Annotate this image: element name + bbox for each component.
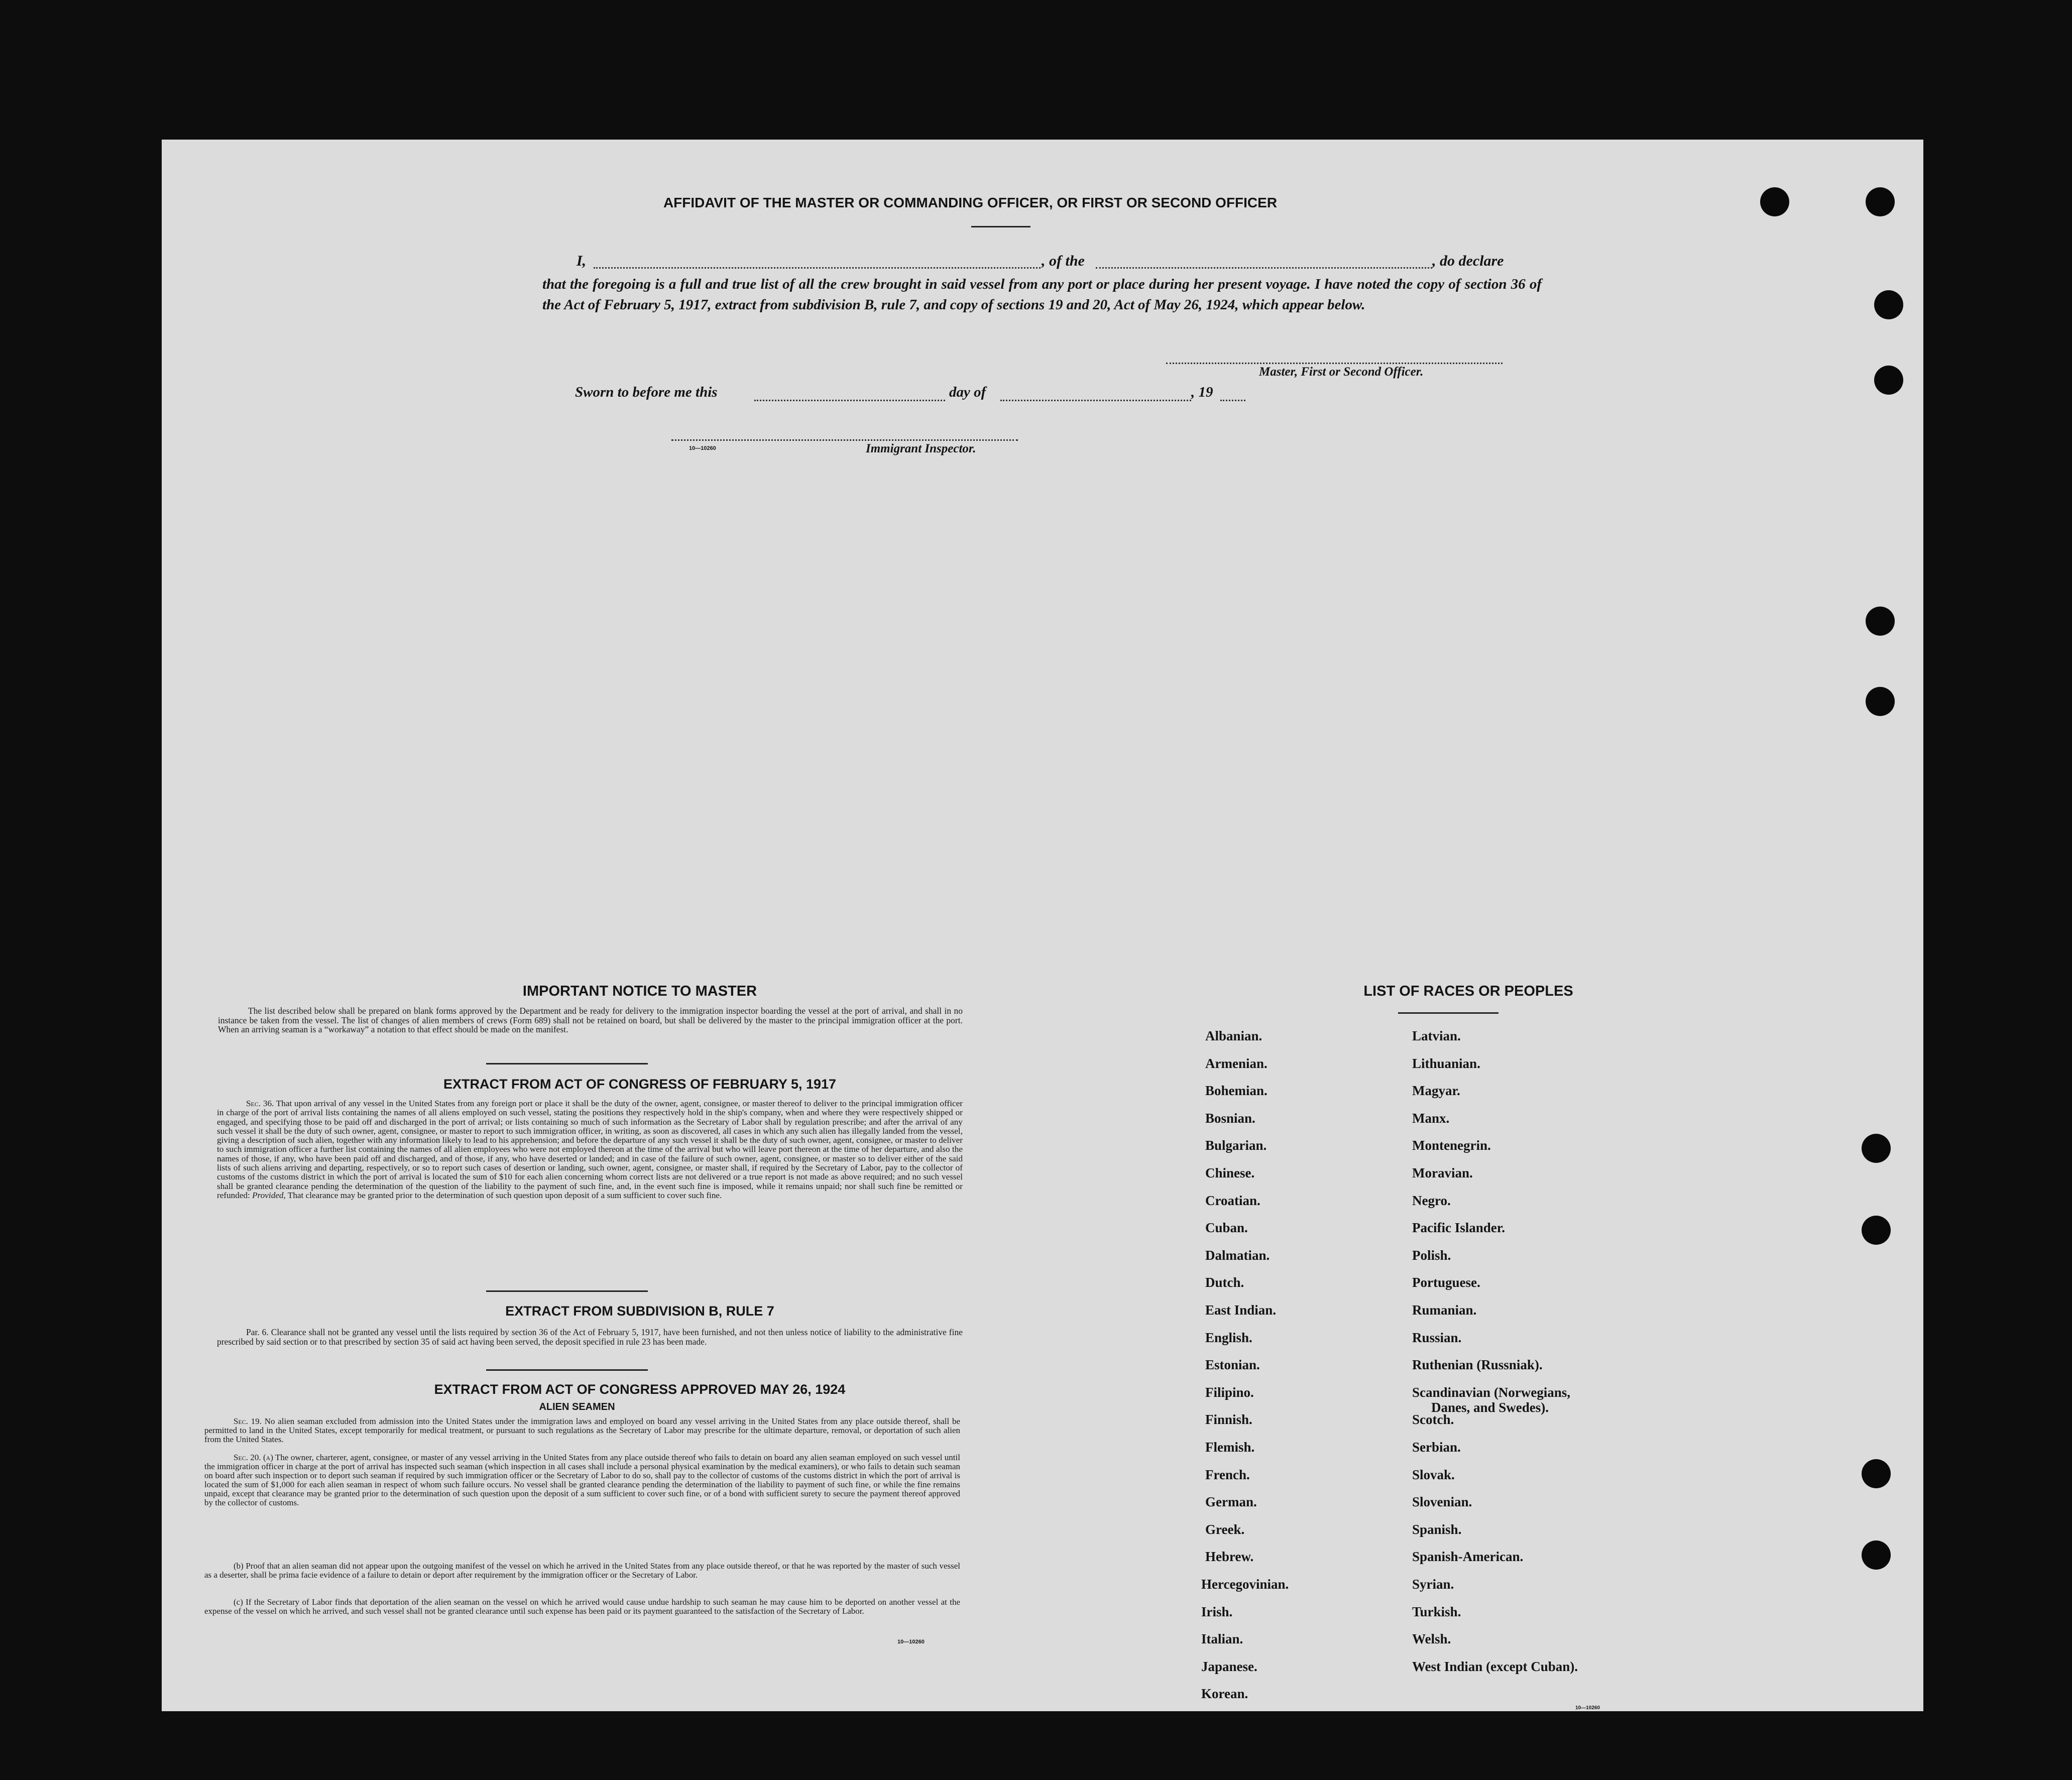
race-item: Flemish. <box>1205 1440 1255 1455</box>
form-number: 10—10260 <box>689 445 716 451</box>
affidavit-i-label: I, <box>577 253 587 269</box>
race-item: Moravian. <box>1412 1165 1473 1180</box>
notice-text: The list described below shall be prepared on blank forms approved by the Department and be ready for delivery to the immigration inspector boarding the vessel at the port of arrival, and shall in no instance be taken from the vessel. The list of changes of alien members of crews (Form 689) shall not be retained on board, but shall be delivered by the master to the principal immigration officer at the port. When an arriving seaman is a “workaway” a notation to that effect should be made on the manifest. <box>218 1006 963 1035</box>
race-item: Portuguese. <box>1412 1275 1480 1290</box>
race-item: Finnish. <box>1205 1412 1252 1428</box>
race-item: Welsh. <box>1412 1631 1451 1647</box>
punch-hole <box>1866 607 1895 636</box>
master-name-field[interactable] <box>594 267 1041 269</box>
divider <box>486 1063 648 1064</box>
race-item: Syrian. <box>1412 1577 1454 1592</box>
section-36-text: That upon arrival of any vessel in the United States from any foreign port or place it shall be the duty of the owner, agent, consignee, or master thereof to deliver to the principal immigration officer in charge of the port of arrival lists containing the names of all aliens employed on such vessel, stating the positions they respectively hold in the ship's company, when and where they were respectively shipped or engaged, and specifying those to be paid off and discharged in the port of arrival; or lists containing so much of such information as the Secretary of Labor shall by regulation prescribe; and after the arrival of any such vessel it shall be the duty of such owner, agent, consignee, or master to report to such immigration officer, in writing, as soon as discovered, all cases in which any such alien has illegally landed from the vessel, giving a description of such alien, together with any information likely to lead to his apprehension; and before the departure of any such vessel it shall be the duty of such owner, agent, consignee, or master to deliver to such immigration officer a further list containing the names of all alien employees who were not employed thereon at the time of the arrival but who will leave port thereon at the time of her departure, and also the names of those, if any, who have been paid off and discharged, and of those, if any, who have deserted or landed; and in case of the failure of such owner, agent, consignee, or master so to deliver either of the said lists of such aliens arriving and departing, respectively, or so to report such cases of desertion or landing, such owner, agent, consignee, or master shall, if required by the Secretary of Labor, pay to the collector of customs of the customs district in which the port of arrival is located the sum of $10 for each alien concerning whom correct lists are not delivered or a true report is not made as above required; and no such vessel shall be granted clearance pending the determination of the question of the liability to the payment of such fine, and, in the event such fine is imposed, while it remains unpaid; nor shall such fine be remitted or refunded: <box>217 1099 963 1200</box>
document-sheet <box>162 140 1923 1711</box>
race-item: German. <box>1205 1494 1257 1510</box>
affidavit-title: AFFIDAVIT OF THE MASTER OR COMMANDING OFFICER, OR FIRST OR SECOND OFFICER <box>663 195 1278 210</box>
section-label: Sec. 36. <box>246 1099 274 1108</box>
race-item: Dutch. <box>1205 1275 1244 1290</box>
sworn-label: Sworn to before me this <box>575 384 718 400</box>
race-item: Latvian. <box>1412 1028 1461 1043</box>
affidavit-do-declare: , do declare <box>1432 253 1504 269</box>
day-of-label: day of <box>949 384 986 400</box>
subdivision-b-title: EXTRACT FROM SUBDIVISION B, RULE 7 <box>505 1303 774 1319</box>
race-item: Filipino. <box>1205 1384 1254 1400</box>
section-20c-label: (c) <box>234 1597 243 1607</box>
subdivision-b-text: Par. 6. Clearance shall not be granted any vessel until the lists required by section 36 of the Act of February 5, 1917, have been furnished, and not then unless notice of liability to the administrative fine prescribed by said section or to that prescribed by section 35 of said act having been served, the deposit specified in rule 23 has been made. <box>217 1327 963 1347</box>
race-item: Spanish-American. <box>1412 1549 1524 1565</box>
inspector-label: Immigrant Inspector. <box>866 442 976 455</box>
race-item: Manx. <box>1412 1110 1450 1126</box>
race-item: Rumanian. <box>1412 1302 1477 1318</box>
section-20b <box>204 1562 960 1580</box>
form-number: 10—10260 <box>1575 1705 1600 1711</box>
race-item: Negro. <box>1412 1193 1451 1208</box>
race-item: Lithuanian. <box>1412 1055 1480 1071</box>
section-19-text: No alien seaman excluded from admission into the United States under the immigration laws and employed on board any vessel arriving in the United States from any place outside thereof, shall be permitted to land in the United States, except temporarily for medical treatment, or pursuant to such regulations as the Secretary of Labor may prescribe for the ultimate departure, removal, or deportation of such alien from the United States. <box>204 1416 960 1444</box>
section-20c-text: If the Secretary of Labor finds that deportation of the alien seaman on the vessel on which he arrived would cause undue hardship to such seaman he may cause him to be deported on another vessel at the expense of the vessel on which he arrived, and such vessel shall not be granted clearance until such expense has been paid or its payment guaranteed to the satisfaction of the Secretary of Labor. <box>204 1597 961 1616</box>
punch-hole <box>1862 1216 1891 1245</box>
race-item: Russian. <box>1412 1330 1462 1345</box>
race-item: Cuban. <box>1205 1220 1248 1236</box>
race-item: Hercegovinian. <box>1201 1577 1289 1592</box>
section-20a-text: The owner, charterer, agent, consignee, or master of any vessel arriving in the United States from any place outside thereof who fails to detain on board any alien seaman employed on such vessel until the immigration officer in charge at the port of arrival has inspected such seaman (which inspection in all cases shall include a personal physical examination by the medical examiners), or who fails to detain such seaman on board after such inspection or to deport such seaman if required by such immigration officer or the Secretary of Labor to do so, shall pay to the collector of customs of the customs district in which the port of arrival is located the sum of $1,000 for each alien seaman in respect of whom such failure occurs. No vessel shall be granted clearance pending the determination of the liability to payment of such fine, or while the fine remains unpaid, except that clearance may be granted prior to the determination of such question upon the deposit of a sum sufficient to cover such fine, or of a bond with sufficient surety to secure the payment thereof approved by the collector of customs. <box>204 1453 960 1507</box>
inspector-signature-line[interactable] <box>671 439 1018 441</box>
section-19-label: Sec. 19. <box>234 1416 262 1426</box>
race-item: Bulgarian. <box>1205 1138 1267 1153</box>
punch-hole <box>1874 290 1903 319</box>
race-item: Serbian. <box>1412 1440 1461 1455</box>
divider <box>1398 1012 1499 1014</box>
extract-1924-title: EXTRACT FROM ACT OF CONGRESS APPROVED MAY 26, 1924 <box>434 1382 846 1397</box>
divider <box>486 1369 648 1371</box>
race-item: Japanese. <box>1201 1658 1257 1674</box>
section-36-text-end: That clearance may be granted prior to the determination of such question upon deposit of a sum sufficient to cover such fine. <box>287 1190 722 1200</box>
vessel-name-field[interactable] <box>1096 267 1432 269</box>
race-item: Polish. <box>1412 1247 1451 1263</box>
race-item: Danes, and Swedes). <box>1431 1399 1549 1415</box>
section-20b-text: Proof that an alien seaman did not appear upon the outgoing manifest of the vessel on which he arrived in the United States from any place outside thereof, or that he was reported by the master of such vessel as a deserter, shall be prima facie evidence of a failure to detain or deport after requirement by the immigration officer or the Secretary of Labor. <box>204 1561 961 1580</box>
section-20c <box>204 1598 960 1616</box>
race-item: East Indian. <box>1205 1302 1277 1318</box>
race-item: Ruthenian (Russniak). <box>1412 1357 1543 1373</box>
proviso-label: Provided, <box>252 1190 286 1200</box>
extract-1917-text <box>217 1099 963 1200</box>
alien-seamen-subtitle: ALIEN SEAMEN <box>539 1401 615 1412</box>
affidavit-of-the: , of the <box>1042 253 1085 269</box>
sworn-month-field[interactable] <box>1000 400 1191 401</box>
race-item: Estonian. <box>1205 1357 1260 1373</box>
section-20a <box>204 1453 960 1507</box>
race-item: Hebrew. <box>1205 1549 1254 1565</box>
notice-title: IMPORTANT NOTICE TO MASTER <box>522 983 757 999</box>
race-item: Korean. <box>1201 1686 1248 1702</box>
extract-1917-title: EXTRACT FROM ACT OF CONGRESS OF FEBRUARY 5, 1917 <box>443 1077 837 1092</box>
race-item: Dalmatian. <box>1205 1247 1270 1263</box>
race-item: Albanian. <box>1205 1028 1262 1043</box>
race-item: Slovak. <box>1412 1467 1455 1482</box>
race-item: Italian. <box>1201 1631 1243 1647</box>
section-19 <box>204 1417 960 1444</box>
race-item: Bosnian. <box>1205 1110 1255 1126</box>
race-item: English. <box>1205 1330 1252 1345</box>
punch-hole <box>1862 1540 1891 1570</box>
race-item: Scotch. <box>1412 1412 1454 1428</box>
punch-hole <box>1874 366 1903 395</box>
section-20b-label: (b) <box>234 1561 244 1571</box>
race-item: Irish. <box>1201 1604 1233 1619</box>
divider <box>486 1290 648 1292</box>
race-item: Magyar. <box>1412 1083 1460 1099</box>
race-item: Croatian. <box>1205 1193 1260 1208</box>
race-item: Slovenian. <box>1412 1494 1472 1510</box>
race-item: Scandinavian (Norwegians, <box>1412 1384 1571 1400</box>
master-signature-line[interactable] <box>1166 363 1503 364</box>
race-item: French. <box>1205 1467 1250 1482</box>
year-prefix: , 19 <box>1191 384 1213 400</box>
punch-hole <box>1862 1459 1891 1488</box>
race-item: Armenian. <box>1205 1055 1268 1071</box>
race-item: Greek. <box>1205 1521 1245 1537</box>
punch-hole <box>1862 1134 1891 1163</box>
sworn-year-field[interactable] <box>1220 400 1245 401</box>
races-title: LIST OF RACES OR PEOPLES <box>1363 983 1573 999</box>
race-item: Turkish. <box>1412 1604 1461 1619</box>
form-number: 10—10260 <box>897 1639 925 1645</box>
section-20-label: Sec. 20. (a) <box>234 1453 273 1462</box>
race-item: West Indian (except Cuban). <box>1412 1658 1578 1674</box>
race-item: Spanish. <box>1412 1521 1462 1537</box>
race-item: Bohemian. <box>1205 1083 1268 1099</box>
sworn-day-field[interactable] <box>754 400 945 401</box>
divider <box>971 226 1030 227</box>
race-item: Chinese. <box>1205 1165 1255 1180</box>
affidavit-body: that the foregoing is a full and true list of all the crew brought in said vessel from any port or place during her present voyage. I have noted the copy of section 36 of the Act of February 5, 1917, extract from subdivision B, rule 7, and copy of sections 19 and 20, Act of May 26, 1924, which appear below. <box>542 276 1542 313</box>
master-signature-label: Master, First or Second Officer. <box>1259 365 1424 379</box>
punch-hole <box>1866 187 1895 216</box>
race-item: Montenegrin. <box>1412 1138 1491 1153</box>
punch-hole <box>1760 187 1789 216</box>
punch-hole <box>1866 687 1895 716</box>
race-item: Pacific Islander. <box>1412 1220 1505 1236</box>
